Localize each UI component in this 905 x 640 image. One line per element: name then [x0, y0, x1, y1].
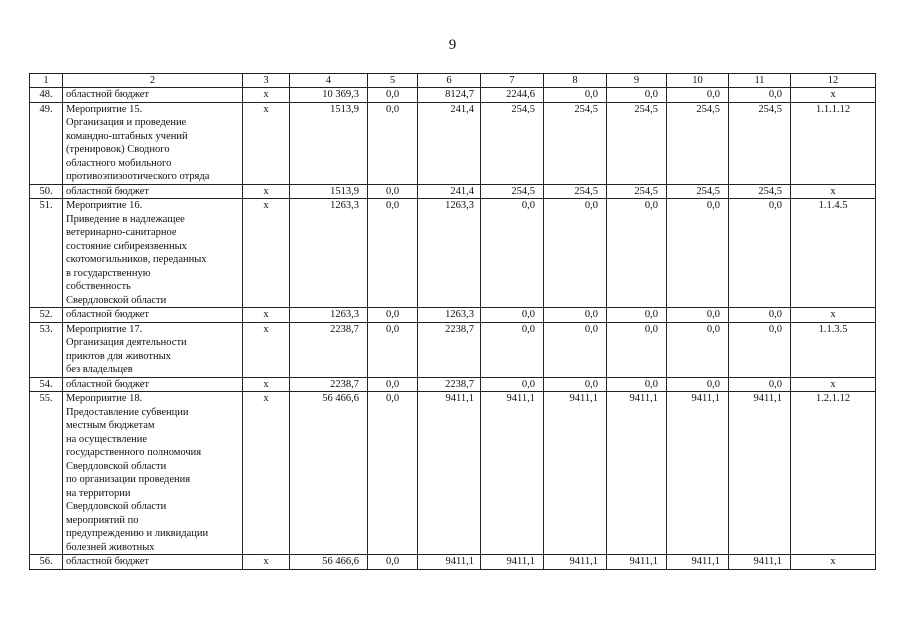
value-cell: 9411,1: [481, 392, 544, 555]
row-name-cell: областной бюджет: [63, 184, 243, 199]
value-cell: 2238,7: [418, 377, 481, 392]
value-cell: 254,5: [544, 102, 607, 184]
row-name-cell: областной бюджет: [63, 88, 243, 103]
value-cell: 9411,1: [544, 392, 607, 555]
value-cell: 0,0: [729, 88, 791, 103]
value-cell: 0,0: [544, 88, 607, 103]
column-header: 8: [544, 74, 607, 88]
value-cell: 0,0: [729, 199, 791, 308]
value-cell: 0,0: [368, 102, 418, 184]
value-cell: 0,0: [607, 88, 667, 103]
table-row: [30, 555, 876, 570]
value-cell: 254,5: [544, 184, 607, 199]
value-cell: 9411,1: [418, 392, 481, 555]
value-cell: 0,0: [667, 377, 729, 392]
value-cell: 0,0: [481, 377, 544, 392]
value-cell: 9411,1: [667, 392, 729, 555]
value-cell: 2238,7: [290, 377, 368, 392]
table-row: [30, 392, 876, 555]
value-cell: 0,0: [544, 308, 607, 323]
row-number-cell: 55.: [30, 392, 63, 555]
table-row: [30, 308, 876, 323]
value-cell: 0,0: [368, 555, 418, 570]
value-cell: 0,0: [368, 199, 418, 308]
value-cell: 0,0: [607, 377, 667, 392]
row-name-cell: областной бюджет: [63, 308, 243, 323]
table-row: [30, 88, 876, 103]
value-cell: 241,4: [418, 102, 481, 184]
value-cell: 9411,1: [607, 392, 667, 555]
column-header: 4: [290, 74, 368, 88]
table-row: [30, 102, 876, 184]
column-header: 9: [607, 74, 667, 88]
value-cell: 0,0: [729, 308, 791, 323]
row-name-cell: Мероприятие 18. Предоставление субвенции местным бюджетам на осуществление государственного полномочия Свердловской области по организации проведения на территории Свердловской области мероприятий по предупреждению и ликвидации болезней животных: [63, 392, 243, 555]
value-cell: x: [791, 184, 876, 199]
column-header: 6: [418, 74, 481, 88]
value-cell: 8124,7: [418, 88, 481, 103]
value-cell: 1.2.1.12: [791, 392, 876, 555]
column-header: 10: [667, 74, 729, 88]
value-cell: 0,0: [607, 322, 667, 377]
row-number-cell: 49.: [30, 102, 63, 184]
value-cell: 1263,3: [290, 308, 368, 323]
value-cell: x: [243, 308, 290, 323]
value-cell: 9411,1: [729, 555, 791, 570]
column-header: 5: [368, 74, 418, 88]
table-row: [30, 377, 876, 392]
value-cell: x: [791, 88, 876, 103]
row-number-cell: 53.: [30, 322, 63, 377]
value-cell: 1513,9: [290, 102, 368, 184]
row-number-cell: 50.: [30, 184, 63, 199]
value-cell: 0,0: [368, 184, 418, 199]
value-cell: 254,5: [607, 102, 667, 184]
column-header: 11: [729, 74, 791, 88]
value-cell: 2238,7: [290, 322, 368, 377]
value-cell: 254,5: [729, 102, 791, 184]
value-cell: 56 466,6: [290, 392, 368, 555]
value-cell: 254,5: [607, 184, 667, 199]
value-cell: 1.1.4.5: [791, 199, 876, 308]
value-cell: x: [791, 555, 876, 570]
page-number: 9: [448, 37, 457, 53]
value-cell: x: [243, 377, 290, 392]
table-header-row: [30, 74, 876, 88]
row-name-cell: Мероприятие 17. Организация деятельности приютов для животных без владельцев: [63, 322, 243, 377]
value-cell: 0,0: [481, 322, 544, 377]
value-cell: 0,0: [667, 308, 729, 323]
value-cell: x: [243, 322, 290, 377]
table-row: [30, 322, 876, 377]
value-cell: x: [243, 102, 290, 184]
value-cell: 254,5: [481, 102, 544, 184]
value-cell: 10 369,3: [290, 88, 368, 103]
value-cell: 0,0: [368, 322, 418, 377]
value-cell: 254,5: [481, 184, 544, 199]
value-cell: 0,0: [667, 199, 729, 308]
row-number-cell: 48.: [30, 88, 63, 103]
value-cell: 56 466,6: [290, 555, 368, 570]
value-cell: 0,0: [607, 308, 667, 323]
row-number-cell: 52.: [30, 308, 63, 323]
value-cell: 9411,1: [729, 392, 791, 555]
value-cell: x: [243, 199, 290, 308]
value-cell: 0,0: [667, 88, 729, 103]
value-cell: 1263,3: [418, 199, 481, 308]
value-cell: 9411,1: [667, 555, 729, 570]
value-cell: 1.1.3.5: [791, 322, 876, 377]
value-cell: 0,0: [481, 199, 544, 308]
value-cell: 2238,7: [418, 322, 481, 377]
value-cell: x: [243, 88, 290, 103]
column-header: 3: [243, 74, 290, 88]
value-cell: x: [243, 555, 290, 570]
column-header: 1: [30, 74, 63, 88]
value-cell: 241,4: [418, 184, 481, 199]
value-cell: 9411,1: [481, 555, 544, 570]
value-cell: 0,0: [729, 377, 791, 392]
column-header: 2: [63, 74, 243, 88]
column-header: 12: [791, 74, 876, 88]
row-name-cell: областной бюджет: [63, 555, 243, 570]
value-cell: 1263,3: [290, 199, 368, 308]
value-cell: 1.1.1.12: [791, 102, 876, 184]
value-cell: 254,5: [667, 184, 729, 199]
value-cell: 0,0: [481, 308, 544, 323]
row-number-cell: 51.: [30, 199, 63, 308]
row-number-cell: 54.: [30, 377, 63, 392]
value-cell: 0,0: [607, 199, 667, 308]
value-cell: 0,0: [729, 322, 791, 377]
table-row: [30, 184, 876, 199]
value-cell: x: [243, 392, 290, 555]
value-cell: 0,0: [368, 377, 418, 392]
row-name-cell: областной бюджет: [63, 377, 243, 392]
value-cell: 0,0: [368, 88, 418, 103]
value-cell: 9411,1: [607, 555, 667, 570]
value-cell: 0,0: [368, 308, 418, 323]
value-cell: 9411,1: [544, 555, 607, 570]
value-cell: x: [791, 308, 876, 323]
value-cell: x: [243, 184, 290, 199]
value-cell: 254,5: [729, 184, 791, 199]
value-cell: 0,0: [544, 322, 607, 377]
value-cell: 254,5: [667, 102, 729, 184]
value-cell: 0,0: [544, 377, 607, 392]
value-cell: 1263,3: [418, 308, 481, 323]
value-cell: x: [791, 377, 876, 392]
table-row: [30, 199, 876, 308]
column-header: 7: [481, 74, 544, 88]
value-cell: 2244,6: [481, 88, 544, 103]
row-name-cell: Мероприятие 16. Приведение в надлежащее ветеринарно-санитарное состояние сибиреязвенных скотомогильников, переданных в государственную собственность Свердловской области: [63, 199, 243, 308]
value-cell: 0,0: [544, 199, 607, 308]
value-cell: 1513,9: [290, 184, 368, 199]
value-cell: 0,0: [368, 392, 418, 555]
row-number-cell: 56.: [30, 555, 63, 570]
row-name-cell: Мероприятие 15. Организация и проведение командно-штабных учений (тренировок) Сводного областного мобильного противоэпизоотического отряда: [63, 102, 243, 184]
value-cell: 0,0: [667, 322, 729, 377]
value-cell: 9411,1: [418, 555, 481, 570]
budget-table: [29, 73, 876, 570]
